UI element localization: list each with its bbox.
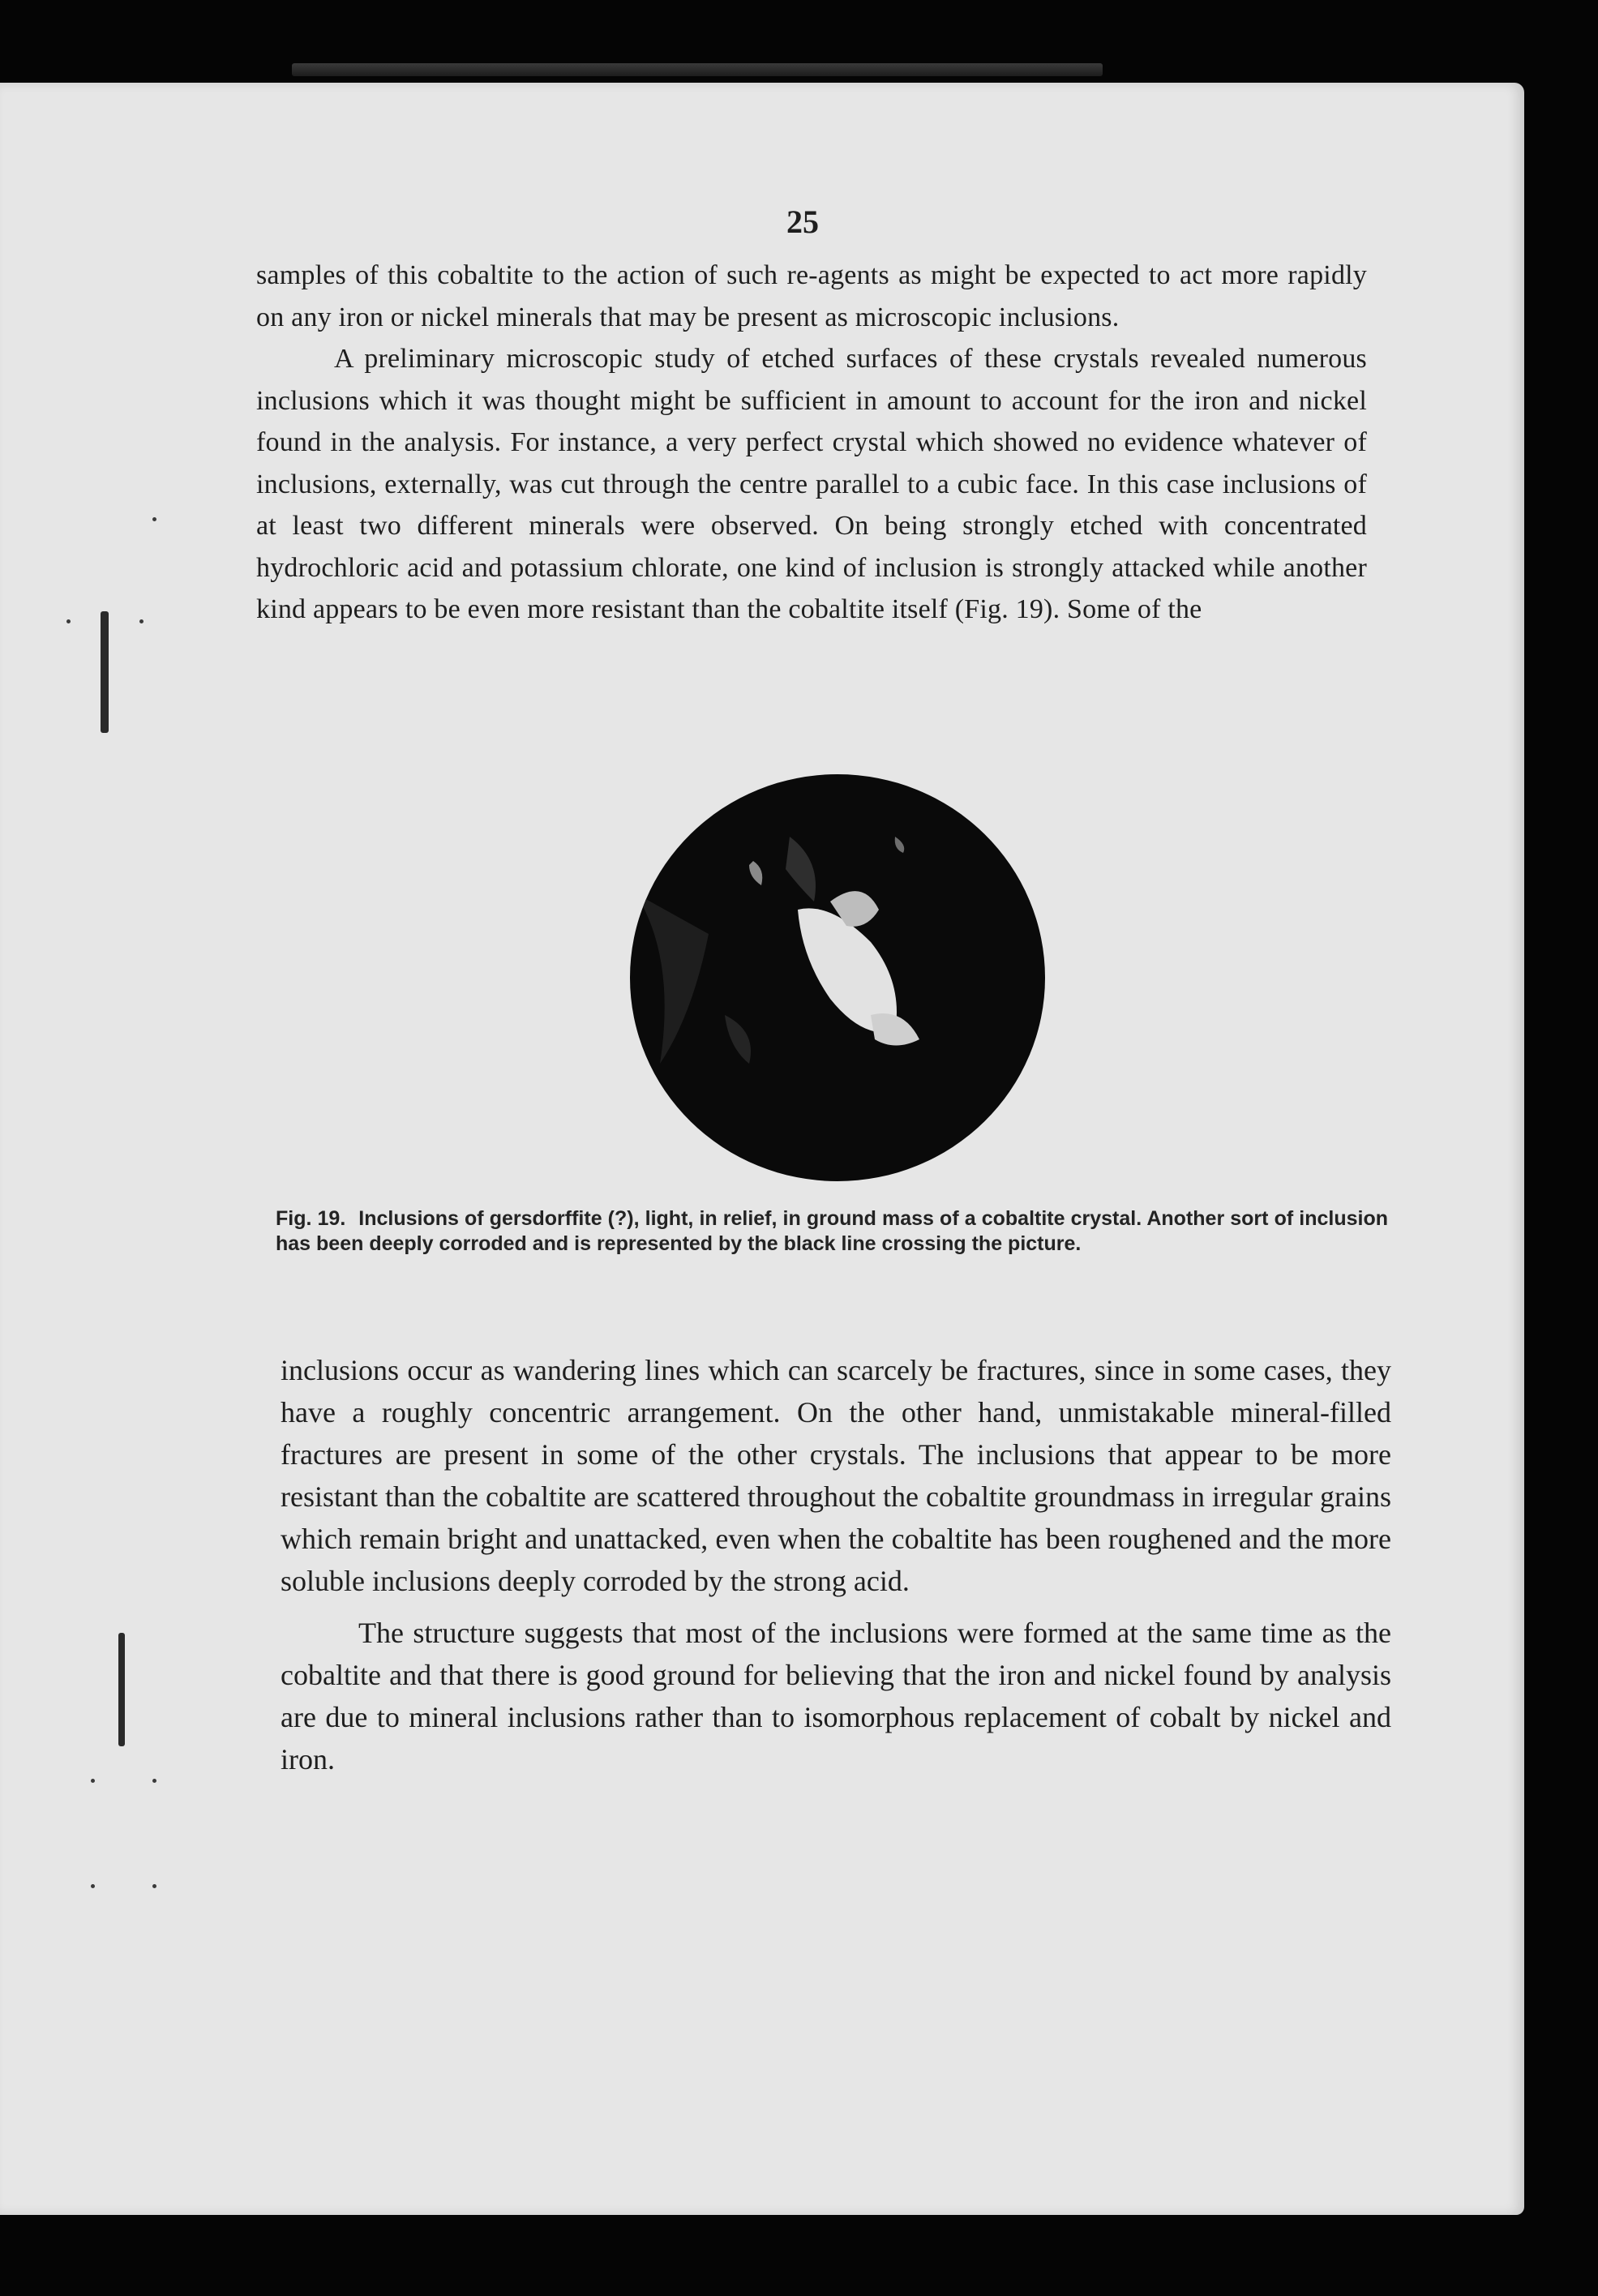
speck (152, 517, 156, 521)
speck (91, 1779, 95, 1783)
speck (152, 1779, 156, 1783)
binding-mark-lower (118, 1633, 125, 1746)
paragraph: inclusions occur as wandering lines which can scarcely be fractures, since in some cases, they have a roughly concentric arrangement. On the other hand, unmistakable mineral-filled fractures are present in some of the other crystals. The inclusions that appear to be more resistant than the cobaltite are scattered throughout the cobaltite groundmass in irregular grains which remain bright and unattacked, even when the cobaltite has been roughened and the more soluble inclusions deeply corroded by the strong acid. (281, 1354, 1391, 1597)
speck (139, 619, 144, 623)
speck (66, 619, 71, 623)
lower-text-block (281, 1349, 1391, 1780)
paragraph: A preliminary microscopic study of etched surfaces of these crystals revealed numerous inclusions which it was thought might be sufficient in amount to account for the iron and nickel found in the analysis. For instance, a very perfect crystal which showed no evidence whatever of inclusions, externally, was cut through the centre parallel to a cubic face. In this case inclusions of at least two different minerals were observed. On being strongly etched with concentrated hydrochloric acid and potassium chlorate, one kind of inclusion is strongly attacked while another kind appears to be even more resistant than the cobaltite itself (Fig. 19). Some of the (256, 344, 1367, 624)
speck (152, 1884, 156, 1888)
speck (91, 1884, 95, 1888)
paragraph: The structure suggests that most of the inclusions were formed at the same time as the cobaltite and that there is good ground for believing that the iron and nickel found by analysis are due to mineral inclusions rather than to isomorphous replacement of cobalt by nickel and iron. (281, 1617, 1391, 1776)
figure-label: Fig. 19. (276, 1207, 346, 1230)
binding-mark-upper (101, 611, 109, 733)
paragraph: samples of this cobaltite to the action of such re-agents as might be expected to act more rapidly on any iron or nickel minerals that may be present as microscopic inclusions. (256, 260, 1367, 332)
film-edge-strip (292, 63, 1103, 76)
figure-caption-text: Inclusions of gersdorffite (?), light, in relief, in ground mass of a cobaltite crystal. Another sort of inclusion has been deeply corroded and is represented by the black line crossing the picture. (276, 1207, 1388, 1255)
figure-caption (276, 1206, 1388, 1257)
micrograph-figure (628, 772, 1047, 1184)
upper-text-block (256, 255, 1367, 631)
page-number: 25 (786, 203, 819, 240)
